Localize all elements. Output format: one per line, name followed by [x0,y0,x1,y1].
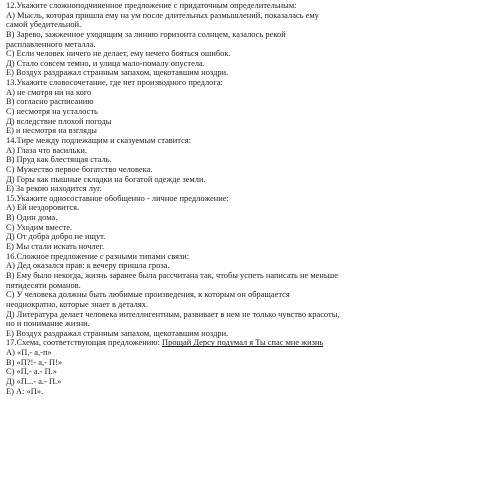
answer-option: Е) А: «П». [6,386,44,396]
question-17-sentence: Прощай Дерсу подумал я Ты спас мне жизнь [162,338,324,348]
question-block [6,1,494,78]
question-list [6,1,494,338]
question-prompt: 13.Укажите словосочетание, где нет производного предлога: [6,78,223,88]
answer-option-continuation: расплавленного металла. [6,39,96,49]
question-prompt: 15.Укажите односоставное обобщенно - личное предложение: [6,193,229,203]
answer-option: С) У человека должны быть любимые произведения, к которым он обращается [6,290,290,300]
answer-option: С) «П,- а.- П.» [6,367,58,377]
answer-option: С) Если человек ничего не делает, ему нечего бояться ошибок. [6,49,231,59]
answer-option: Д) Литература делает человека интеллигентным, развивает в нем не только чувство красоты, [6,309,340,319]
answer-option: Е) За рекою находится луг. [6,184,102,194]
question-17-prompt-line [6,338,494,348]
question-block [6,252,494,339]
answer-option: Е) Мы стали искать ночлег. [6,242,105,252]
answer-option: В) согласно расписанию [6,97,94,107]
answer-option: А) «П,- а,-п» [6,348,52,358]
answer-option-continuation: но и понимание жизни. [6,319,90,329]
answer-option: С) несмотря на усталость [6,107,98,117]
answer-option-continuation: самой убедительной. [6,20,82,30]
document-page [6,1,494,499]
answer-option: Е) Воздух раздражал странным запахом, щекотавшим ноздри. [6,328,229,338]
answer-option: Д) Горы как пышные складки на богатой одежде земли. [6,174,206,184]
question-17 [6,338,494,396]
question-17-prompt: 17.Схема, соответствующая предложению: [6,338,163,348]
answer-option: В) Ему было некогда, жизнь заранее была рассчитана так, чтобы успеть написать не меньше [6,270,338,280]
answer-option: А) не смотря ни на кого [6,87,92,97]
answer-option: С) Уходим вместе. [6,222,73,232]
answer-option: А) Дед оказался прав: к вечеру пришла гроза. [6,261,170,271]
question-block [6,194,494,252]
answer-option: С) Мужество первое богатство человека. [6,164,153,174]
answer-option: Д) вследствие плохой погоды [6,116,112,126]
answer-option: А) Ей нездоровится. [6,203,80,213]
answer-option: Д) Стало совсем темно, и улица мало-помалу опустела. [6,58,205,68]
answer-option: Д) «П...- а.- П.» [6,376,62,386]
question-prompt: 16.Сложное предложение с разными типами связи: [6,251,190,261]
answer-option: В) «П?!- а,- П!» [6,357,63,367]
question-block [6,78,494,136]
question-prompt: 12.Укажите сложноподчиненное предложение с придаточным определительным: [6,1,297,10]
answer-option-continuation: пятидесяти романов. [6,280,81,290]
answer-option: А) Мысль, которая пришла ему на ум после длительных размышлений, показалась ему [6,10,319,20]
answer-option: Д) От добра добро не ищут. [6,232,106,242]
answer-option: В) Пруд как блестящая сталь. [6,155,112,165]
answer-option-continuation: неоднократно, которые знает в деталях. [6,299,149,309]
answer-option: Е) Воздух раздражал странным запахом, щекотавшим ноздри. [6,68,229,78]
question-block [6,136,494,194]
answer-option: В) Зарево, зажженное уходящим за линию горизонта солнцем, казалось рекой [6,29,286,39]
question-prompt: 14.Тире между подлежащим и сказуемым ставится: [6,135,192,145]
answer-option: В) Один дома. [6,213,58,223]
answer-option: А) Глаза что васильки. [6,145,88,155]
answer-option: Е) и несмотря на взгляды [6,126,97,136]
